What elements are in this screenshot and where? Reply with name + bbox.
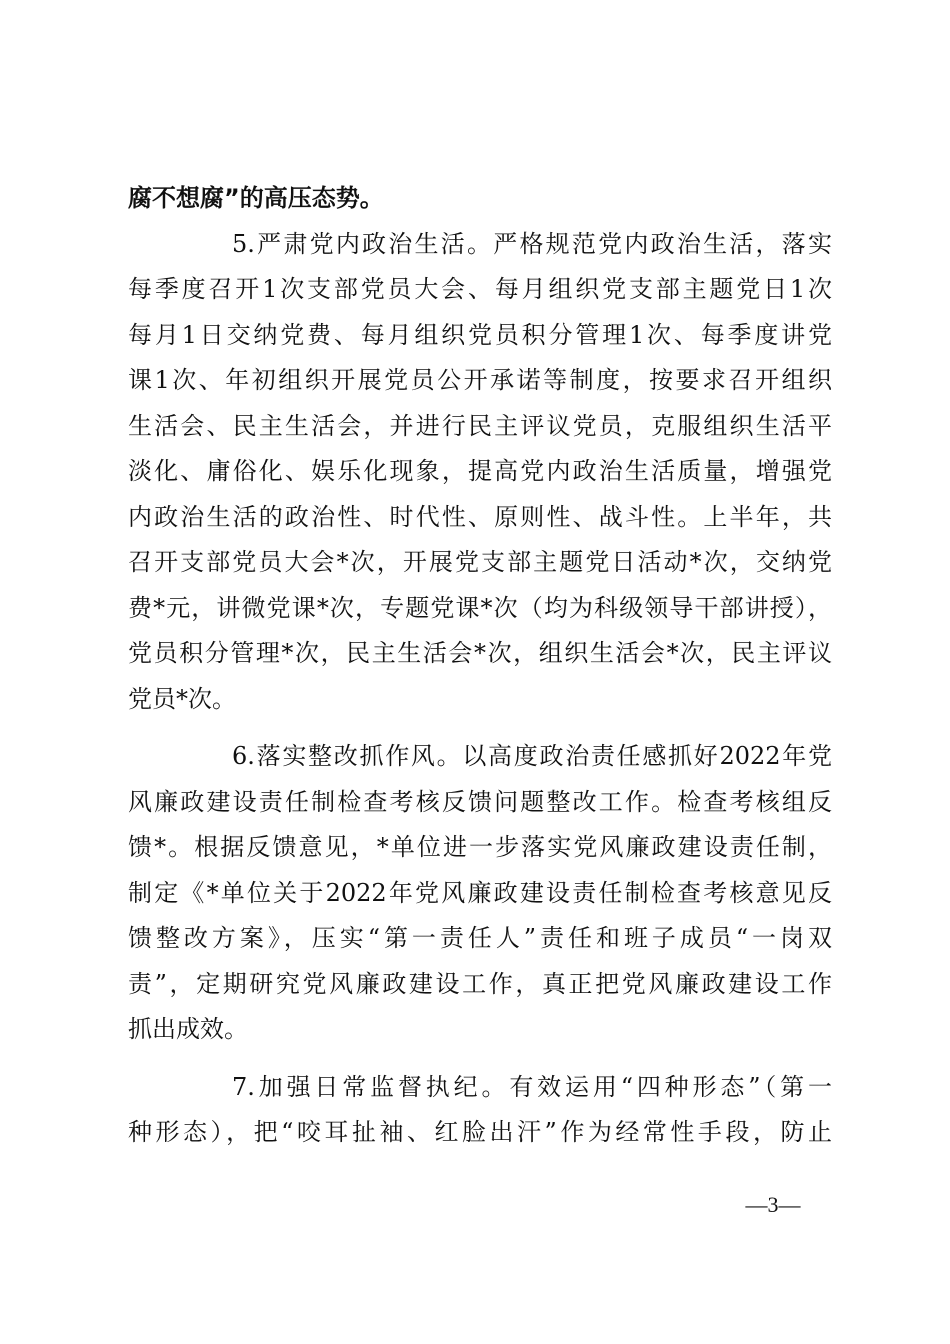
paragraph-line: 课1次、年初组织开展党员公开承诺等制度，按要求召开组织 bbox=[128, 366, 832, 394]
paragraph-line: 生活会、民主生活会，并进行民主评议党员，克服组织生活平 bbox=[128, 411, 832, 440]
paragraph-line: 召开支部党员大会*次，开展党支部主题党日活动*次，交纳党 bbox=[128, 548, 832, 576]
paragraph-line: 种形态），把“咬耳扯袖、红脸出汗”作为经常性手段，防止 bbox=[128, 1118, 832, 1146]
paragraph-line: 抓出成效。 bbox=[128, 1015, 248, 1043]
paragraph-gap bbox=[128, 722, 832, 734]
paragraph-line: 每季度召开1次支部党员大会、每月组织党支部主题党日1次 bbox=[128, 275, 832, 303]
intro-line: 腐不想腐”的高压态势。 bbox=[128, 184, 384, 212]
paragraph-line: 党员积分管理*次，民主生活会*次，组织生活会*次，民主评议 bbox=[128, 639, 832, 667]
paragraph-line: 责”，定期研究党风廉政建设工作，真正把党风廉政建设工作 bbox=[128, 969, 832, 998]
paragraph-line: 馈整改方案》，压实“第一责任人”责任和班子成员“一岗双 bbox=[128, 924, 832, 952]
paragraph-line: 5.严肃党内政治生活。严格规范党内政治生活，落实 bbox=[232, 229, 832, 258]
page-number: —3— bbox=[745, 1192, 801, 1217]
document-body bbox=[128, 176, 832, 1156]
paragraph-line: 馈*。根据反馈意见，*单位进一步落实党风廉政建设责任制， bbox=[128, 833, 832, 861]
paragraph-line: 风廉政建设责任制检查考核反馈问题整改工作。检查考核组反 bbox=[128, 787, 832, 816]
paragraph-line: 7.加强日常监督执纪。有效运用“四种形态”（第一 bbox=[232, 1072, 832, 1101]
paragraph-line: 淡化、庸俗化、娱乐化现象，提高党内政治生活质量，增强党 bbox=[128, 457, 832, 485]
paragraph-line: 党员*次。 bbox=[128, 684, 236, 713]
paragraph-7 bbox=[128, 1065, 832, 1156]
paragraph-gap bbox=[128, 1053, 832, 1065]
paragraph-line: 每月1日交纳党费、每月组织党员积分管理1次、每季度讲党 bbox=[128, 320, 832, 349]
paragraph-line: 6.落实整改抓作风。以高度政治责任感抓好2022年党 bbox=[232, 742, 832, 770]
paragraph-6 bbox=[128, 734, 832, 1053]
paragraph-line: 制定《*单位关于2022年党风廉政建设责任制检查考核意见反 bbox=[128, 878, 832, 907]
paragraph-line: 费*元，讲微党课*次，专题党课*次（均为科级领导干部讲授）， bbox=[128, 593, 832, 622]
paragraph-5 bbox=[128, 222, 832, 723]
paragraph-line: 内政治生活的政治性、时代性、原则性、战斗性。上半年，共 bbox=[128, 502, 832, 531]
